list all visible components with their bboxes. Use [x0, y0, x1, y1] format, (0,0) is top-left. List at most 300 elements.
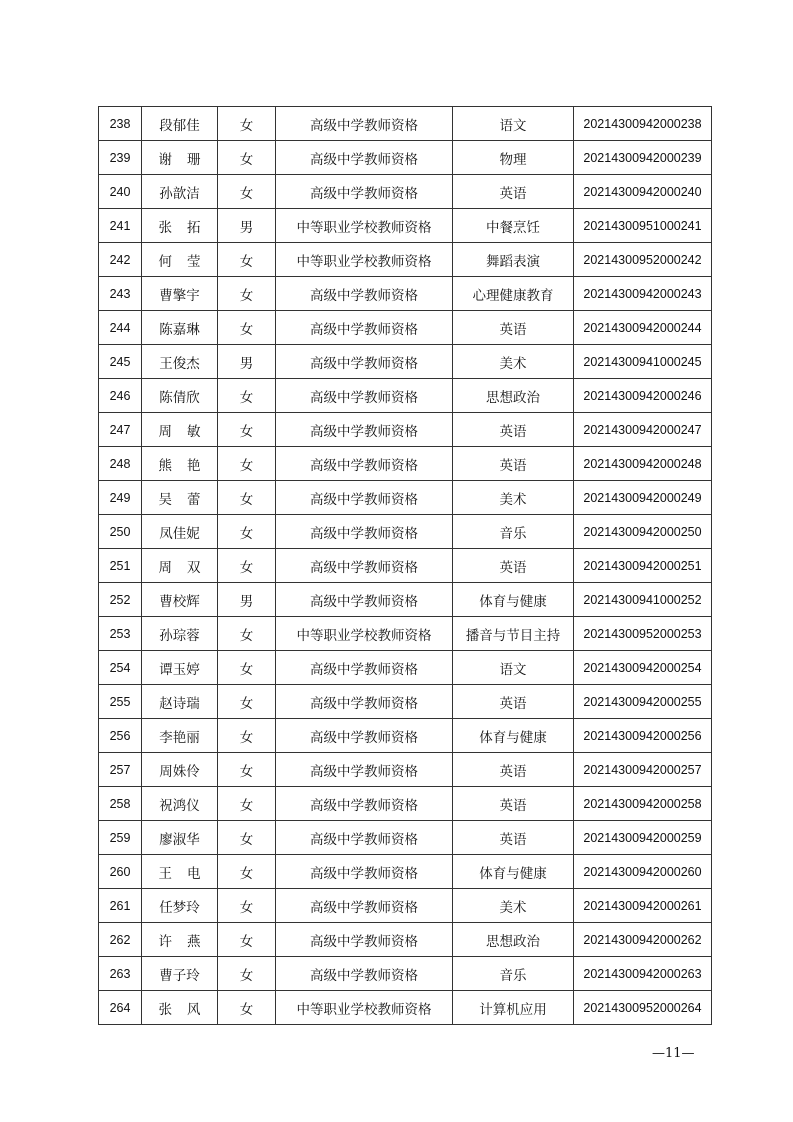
subject-cell-text: 英语 — [499, 185, 527, 202]
certificate-number-cell-text: 20214300942000246 — [583, 388, 702, 403]
name-cell — [142, 175, 218, 209]
row-number-cell — [99, 957, 142, 991]
qualification-cell — [276, 719, 453, 753]
certificate-number-cell — [574, 447, 712, 481]
subject-cell — [453, 923, 574, 957]
certificate-number-cell-text: 20214300942000254 — [583, 660, 702, 675]
name-cell-text: 曹子玲 — [159, 967, 200, 984]
row-number-cell — [99, 821, 142, 855]
qualification-cell-text: 高级中学教师资格 — [310, 763, 418, 780]
subject-cell — [453, 957, 574, 991]
name-cell — [142, 923, 218, 957]
row-number-cell-text: 256 — [109, 728, 131, 743]
subject-cell — [453, 345, 574, 379]
qualification-cell — [276, 345, 453, 379]
table-row — [99, 651, 712, 685]
name-cell — [142, 277, 218, 311]
name-cell-text: 赵诗瑞 — [159, 695, 200, 712]
name-cell — [142, 855, 218, 889]
row-number-cell — [99, 515, 142, 549]
table-row — [99, 685, 712, 719]
table-row — [99, 753, 712, 787]
certificate-number-cell-text: 20214300941000252 — [583, 592, 702, 607]
subject-cell-text: 语文 — [499, 117, 527, 134]
certificate-number-cell-text: 20214300952000264 — [583, 1000, 702, 1015]
row-number-cell-text: 248 — [109, 456, 131, 471]
row-number-cell — [99, 345, 142, 379]
row-number-cell — [99, 787, 142, 821]
gender-cell-text: 女 — [239, 525, 254, 542]
qualification-cell — [276, 141, 453, 175]
subject-cell-text: 英语 — [499, 423, 527, 440]
gender-cell — [218, 311, 276, 345]
certificate-number-cell-text: 20214300942000255 — [583, 694, 702, 709]
name-cell-text: 陈嘉琳 — [159, 321, 200, 338]
qualification-cell-text: 高级中学教师资格 — [310, 729, 418, 746]
gender-cell-text: 女 — [239, 933, 254, 950]
table-row — [99, 243, 712, 277]
gender-cell-text: 女 — [239, 457, 254, 474]
name-cell-text: 何莹 — [158, 253, 216, 270]
qualification-cell — [276, 753, 453, 787]
gender-cell-text: 女 — [239, 559, 254, 576]
name-cell — [142, 413, 218, 447]
name-cell — [142, 515, 218, 549]
certificate-number-cell — [574, 413, 712, 447]
qualification-cell-text: 高级中学教师资格 — [310, 525, 418, 542]
subject-cell — [453, 515, 574, 549]
row-number-cell-text: 254 — [109, 660, 131, 675]
name-cell — [142, 311, 218, 345]
subject-cell-text: 体育与健康 — [479, 729, 547, 746]
table-row — [99, 923, 712, 957]
row-number-cell — [99, 311, 142, 345]
subject-cell — [453, 787, 574, 821]
subject-cell — [453, 481, 574, 515]
subject-cell-text: 思想政治 — [486, 389, 540, 406]
qualification-cell — [276, 889, 453, 923]
row-number-cell — [99, 549, 142, 583]
table-row — [99, 277, 712, 311]
name-cell — [142, 787, 218, 821]
qualification-cell — [276, 991, 453, 1025]
name-cell-text: 任梦玲 — [159, 899, 200, 916]
certificate-number-cell — [574, 345, 712, 379]
gender-cell — [218, 277, 276, 311]
row-number-cell — [99, 923, 142, 957]
qualification-cell — [276, 379, 453, 413]
row-number-cell — [99, 141, 142, 175]
name-cell-text: 周姝伶 — [159, 763, 200, 780]
certificate-number-cell-text: 20214300942000259 — [583, 830, 702, 845]
name-cell — [142, 379, 218, 413]
row-number-cell — [99, 447, 142, 481]
subject-cell — [453, 277, 574, 311]
certificate-number-cell-text: 20214300942000260 — [583, 864, 702, 879]
certificate-number-cell — [574, 685, 712, 719]
subject-cell-text: 音乐 — [499, 525, 527, 542]
name-cell-text: 吴蕾 — [158, 491, 216, 508]
row-number-cell-text: 262 — [109, 932, 131, 947]
table-row — [99, 821, 712, 855]
name-cell-text: 谢珊 — [158, 151, 216, 168]
row-number-cell — [99, 243, 142, 277]
subject-cell-text: 舞蹈表演 — [486, 253, 540, 270]
certificate-number-cell-text: 20214300942000261 — [583, 898, 702, 913]
qualification-cell — [276, 447, 453, 481]
table-row — [99, 413, 712, 447]
gender-cell — [218, 413, 276, 447]
certificate-number-cell — [574, 991, 712, 1025]
row-number-cell — [99, 651, 142, 685]
name-cell-text: 孙歆洁 — [159, 185, 200, 202]
qualification-cell — [276, 209, 453, 243]
name-cell — [142, 141, 218, 175]
gender-cell-text: 女 — [239, 831, 254, 848]
row-number-cell-text: 261 — [109, 898, 131, 913]
name-cell — [142, 991, 218, 1025]
subject-cell — [453, 583, 574, 617]
name-cell-text: 许燕 — [158, 933, 216, 950]
row-number-cell — [99, 991, 142, 1025]
name-cell — [142, 481, 218, 515]
row-number-cell — [99, 413, 142, 447]
table-row — [99, 345, 712, 379]
table-row — [99, 787, 712, 821]
row-number-cell-text: 241 — [109, 218, 131, 233]
gender-cell-text: 女 — [239, 729, 254, 746]
name-cell-text: 廖淑华 — [159, 831, 200, 848]
gender-cell-text: 女 — [239, 763, 254, 780]
table-row — [99, 991, 712, 1025]
gender-cell — [218, 889, 276, 923]
qualification-cell — [276, 685, 453, 719]
gender-cell — [218, 107, 276, 141]
subject-cell-text: 英语 — [499, 797, 527, 814]
row-number-cell-text: 260 — [109, 864, 131, 879]
subject-cell-text: 美术 — [499, 899, 527, 916]
subject-cell — [453, 311, 574, 345]
table-row — [99, 583, 712, 617]
gender-cell — [218, 957, 276, 991]
gender-cell — [218, 481, 276, 515]
name-cell — [142, 107, 218, 141]
qualification-cell — [276, 175, 453, 209]
table-row — [99, 719, 712, 753]
gender-cell-text: 女 — [239, 797, 254, 814]
name-cell-text: 周双 — [158, 559, 216, 576]
subject-cell-text: 美术 — [499, 491, 527, 508]
gender-cell-text: 女 — [239, 423, 254, 440]
subject-cell-text: 体育与健康 — [479, 593, 547, 610]
name-cell-text: 孙琮蓉 — [159, 627, 200, 644]
table-row — [99, 175, 712, 209]
qualification-cell-text: 高级中学教师资格 — [310, 389, 418, 406]
qualification-cell-text: 高级中学教师资格 — [310, 967, 418, 984]
subject-cell-text: 英语 — [499, 559, 527, 576]
row-number-cell-text: 245 — [109, 354, 131, 369]
name-cell — [142, 719, 218, 753]
subject-cell-text: 物理 — [499, 151, 527, 168]
name-cell — [142, 583, 218, 617]
certificate-number-cell-text: 20214300942000256 — [583, 728, 702, 743]
name-cell-text: 王电 — [158, 865, 216, 882]
qualification-cell — [276, 277, 453, 311]
name-cell-text: 熊艳 — [158, 457, 216, 474]
certificate-number-cell-text: 20214300952000242 — [583, 252, 702, 267]
certificate-number-cell-text: 20214300942000240 — [583, 184, 702, 199]
qualification-cell — [276, 583, 453, 617]
qualification-cell — [276, 413, 453, 447]
qualification-cell-text: 高级中学教师资格 — [310, 355, 418, 372]
qualification-cell-text: 高级中学教师资格 — [310, 933, 418, 950]
subject-cell — [453, 617, 574, 651]
qualification-cell-text: 高级中学教师资格 — [310, 797, 418, 814]
subject-cell — [453, 685, 574, 719]
row-number-cell-text: 249 — [109, 490, 131, 505]
certificate-number-cell-text: 20214300941000245 — [583, 354, 702, 369]
certificate-number-cell — [574, 481, 712, 515]
certificate-number-cell-text: 20214300942000243 — [583, 286, 702, 301]
table-row — [99, 481, 712, 515]
certificate-number-cell — [574, 515, 712, 549]
row-number-cell — [99, 175, 142, 209]
certificate-number-cell — [574, 651, 712, 685]
qualification-cell-text: 高级中学教师资格 — [310, 695, 418, 712]
qualification-cell — [276, 855, 453, 889]
qualification-cell-text: 高级中学教师资格 — [310, 559, 418, 576]
table-row — [99, 141, 712, 175]
name-cell — [142, 685, 218, 719]
qualification-cell-text: 中等职业学校教师资格 — [296, 219, 432, 236]
subject-cell — [453, 379, 574, 413]
row-number-cell-text: 253 — [109, 626, 131, 641]
qualification-cell-text: 高级中学教师资格 — [310, 287, 418, 304]
qualification-cell-text: 高级中学教师资格 — [310, 661, 418, 678]
gender-cell-text: 女 — [239, 253, 254, 270]
gender-cell-text: 女 — [239, 389, 254, 406]
teacher-certificate-table — [98, 106, 712, 1025]
name-cell — [142, 957, 218, 991]
subject-cell-text: 播音与节目主持 — [465, 627, 561, 644]
name-cell-text: 凤佳妮 — [159, 525, 200, 542]
subject-cell-text: 语文 — [499, 661, 527, 678]
certificate-number-cell — [574, 957, 712, 991]
name-cell-text: 谭玉婷 — [159, 661, 200, 678]
qualification-cell — [276, 787, 453, 821]
name-cell — [142, 651, 218, 685]
subject-cell-text: 英语 — [499, 321, 527, 338]
table-row — [99, 107, 712, 141]
certificate-number-cell-text: 20214300942000248 — [583, 456, 702, 471]
certificate-number-cell-text: 20214300952000253 — [583, 626, 702, 641]
name-cell — [142, 549, 218, 583]
row-number-cell-text: 246 — [109, 388, 131, 403]
row-number-cell-text: 263 — [109, 966, 131, 981]
subject-cell — [453, 175, 574, 209]
certificate-number-cell — [574, 719, 712, 753]
certificate-number-cell-text: 20214300951000241 — [583, 218, 702, 233]
gender-cell-text: 女 — [239, 491, 254, 508]
gender-cell — [218, 787, 276, 821]
row-number-cell-text: 247 — [109, 422, 131, 437]
table-row — [99, 957, 712, 991]
subject-cell — [453, 243, 574, 277]
subject-cell — [453, 651, 574, 685]
subject-cell-text: 英语 — [499, 457, 527, 474]
name-cell-text: 祝鸿仪 — [159, 797, 200, 814]
certificate-number-cell-text: 20214300942000258 — [583, 796, 702, 811]
qualification-cell-text: 中等职业学校教师资格 — [296, 253, 432, 270]
subject-cell — [453, 413, 574, 447]
qualification-cell — [276, 311, 453, 345]
table-row — [99, 617, 712, 651]
gender-cell-text: 女 — [239, 661, 254, 678]
name-cell — [142, 753, 218, 787]
name-cell — [142, 617, 218, 651]
qualification-cell — [276, 481, 453, 515]
name-cell — [142, 345, 218, 379]
qualification-cell-text: 高级中学教师资格 — [310, 899, 418, 916]
certificate-number-cell — [574, 821, 712, 855]
row-number-cell — [99, 685, 142, 719]
qualification-cell-text: 中等职业学校教师资格 — [296, 1001, 432, 1018]
certificate-number-cell-text: 20214300942000250 — [583, 524, 702, 539]
teacher-certificate-table-container — [98, 106, 711, 1025]
gender-cell — [218, 923, 276, 957]
certificate-number-cell-text: 20214300942000262 — [583, 932, 702, 947]
subject-cell-text: 心理健康教育 — [472, 287, 554, 304]
gender-cell-text: 女 — [239, 967, 254, 984]
subject-cell — [453, 855, 574, 889]
name-cell-text: 曹校辉 — [159, 593, 200, 610]
row-number-cell — [99, 379, 142, 413]
table-row — [99, 209, 712, 243]
subject-cell — [453, 141, 574, 175]
row-number-cell — [99, 617, 142, 651]
qualification-cell-text: 高级中学教师资格 — [310, 593, 418, 610]
gender-cell — [218, 753, 276, 787]
row-number-cell — [99, 277, 142, 311]
qualification-cell-text: 高级中学教师资格 — [310, 423, 418, 440]
certificate-number-cell — [574, 209, 712, 243]
name-cell-text: 王俊杰 — [159, 355, 200, 372]
certificate-number-cell — [574, 549, 712, 583]
qualification-cell-text: 高级中学教师资格 — [310, 117, 418, 134]
subject-cell — [453, 209, 574, 243]
name-cell — [142, 889, 218, 923]
gender-cell — [218, 685, 276, 719]
row-number-cell-text: 238 — [109, 116, 131, 131]
row-number-cell-text: 239 — [109, 150, 131, 165]
gender-cell — [218, 209, 276, 243]
row-number-cell-text: 264 — [109, 1000, 131, 1015]
gender-cell-text: 女 — [239, 627, 254, 644]
qualification-cell-text: 高级中学教师资格 — [310, 865, 418, 882]
gender-cell-text: 女 — [239, 151, 254, 168]
certificate-number-cell — [574, 379, 712, 413]
qualification-cell — [276, 549, 453, 583]
subject-cell-text: 英语 — [499, 695, 527, 712]
table-row — [99, 855, 712, 889]
certificate-number-cell — [574, 175, 712, 209]
certificate-number-cell-text: 20214300942000244 — [583, 320, 702, 335]
name-cell-text: 段郁佳 — [159, 117, 200, 134]
name-cell-text: 周敏 — [158, 423, 216, 440]
qualification-cell-text: 高级中学教师资格 — [310, 491, 418, 508]
gender-cell — [218, 345, 276, 379]
certificate-number-cell — [574, 753, 712, 787]
gender-cell — [218, 617, 276, 651]
subject-cell-text: 音乐 — [499, 967, 527, 984]
certificate-number-cell — [574, 855, 712, 889]
row-number-cell — [99, 209, 142, 243]
table-row — [99, 889, 712, 923]
qualification-cell — [276, 821, 453, 855]
row-number-cell-text: 242 — [109, 252, 131, 267]
gender-cell — [218, 855, 276, 889]
gender-cell — [218, 549, 276, 583]
qualification-cell — [276, 617, 453, 651]
certificate-number-cell-text: 20214300942000257 — [583, 762, 702, 777]
qualification-cell-text: 高级中学教师资格 — [310, 457, 418, 474]
subject-cell-text: 英语 — [499, 831, 527, 848]
certificate-number-cell — [574, 311, 712, 345]
name-cell — [142, 243, 218, 277]
certificate-number-cell — [574, 617, 712, 651]
qualification-cell — [276, 957, 453, 991]
certificate-number-cell — [574, 583, 712, 617]
gender-cell — [218, 651, 276, 685]
table-body — [99, 107, 712, 1025]
gender-cell — [218, 379, 276, 413]
gender-cell-text: 男 — [239, 355, 254, 372]
name-cell-text: 曹擎宇 — [159, 287, 200, 304]
certificate-number-cell — [574, 923, 712, 957]
subject-cell — [453, 821, 574, 855]
table-row — [99, 311, 712, 345]
certificate-number-cell-text: 20214300942000238 — [583, 116, 702, 131]
certificate-number-cell — [574, 107, 712, 141]
gender-cell-text: 男 — [239, 593, 254, 610]
certificate-number-cell — [574, 277, 712, 311]
gender-cell — [218, 719, 276, 753]
row-number-cell-text: 244 — [109, 320, 131, 335]
name-cell-text: 张拓 — [158, 219, 216, 236]
qualification-cell — [276, 651, 453, 685]
row-number-cell — [99, 753, 142, 787]
gender-cell-text: 女 — [239, 287, 254, 304]
qualification-cell-text: 中等职业学校教师资格 — [296, 627, 432, 644]
row-number-cell-text: 243 — [109, 286, 131, 301]
row-number-cell — [99, 855, 142, 889]
gender-cell — [218, 991, 276, 1025]
name-cell-text: 陈倩欣 — [159, 389, 200, 406]
row-number-cell-text: 259 — [109, 830, 131, 845]
row-number-cell-text: 250 — [109, 524, 131, 539]
certificate-number-cell — [574, 787, 712, 821]
qualification-cell — [276, 515, 453, 549]
row-number-cell — [99, 107, 142, 141]
subject-cell — [453, 447, 574, 481]
gender-cell — [218, 175, 276, 209]
subject-cell — [453, 991, 574, 1025]
gender-cell — [218, 141, 276, 175]
qualification-cell-text: 高级中学教师资格 — [310, 831, 418, 848]
certificate-number-cell-text: 20214300942000239 — [583, 150, 702, 165]
certificate-number-cell-text: 20214300942000263 — [583, 966, 702, 981]
row-number-cell-text: 255 — [109, 694, 131, 709]
